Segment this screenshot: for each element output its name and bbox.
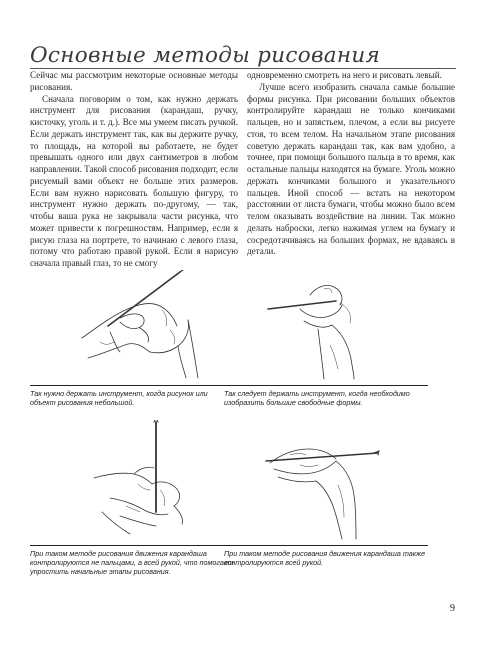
paragraph: Сначала поговорим о том, как нужно держать инструмент для рисования (карандаш, ручку, кисточку, уголь и т. д.). Все мы умеем писать ручкой. Если держать инструмент так, как вы держите ручку, то площадь, на которой вы работаете, не будет превышать одного или двух сантиметров в любом направлении. Такой способ рисования подходит, если рисуемый вами объект не больше этих размеров. Если вам нужно нарисовать большую фигуру, то инструмент нужно держать по-другому, — так, чтобы ваша рука не закрывала части рисунка, что может привести к погрешностям. Например, если я рисую глаза на портрете, то начинаю с левого глаза, потому что работаю правой рукой. Если я нарисую сначала правый глаз, то не смогу: [30, 93, 238, 268]
caption-rule: [30, 385, 234, 386]
hand-overhand-grip-illustration: [250, 425, 380, 540]
paragraph: Сейчас мы рассмотрим некоторые основные методы рисования.: [30, 70, 238, 92]
figure-caption: При таком методе рисования движения карандаша также контролируются всей рукой.: [224, 549, 426, 568]
hand-vertical-grip-illustration: [90, 420, 210, 540]
caption-rule: [30, 545, 234, 546]
caption-rule: [224, 545, 428, 546]
hand-thumb-grip-illustration: [260, 265, 410, 380]
figure-caption: При таком методе рисования движения карандаша контролируются не пальцами, а всей рукой, что помогает упростить начальные этапы рисования.: [30, 549, 234, 577]
paragraph: одновременно смотреть на него и рисовать левый.: [247, 70, 442, 80]
page-number: 9: [450, 603, 455, 614]
figure-caption: Так нужно держать инструмент, когда рисунок или объект рисования небольшой.: [30, 389, 208, 408]
right-text-column: [247, 70, 455, 258]
caption-rule: [224, 385, 428, 386]
figure-caption: Так следует держать инструмент, когда необходимо изобразить большие свободные формы.: [224, 389, 410, 408]
left-text-column: [30, 70, 238, 270]
title-underline: [30, 68, 456, 69]
paragraph: Лучше всего изобразить сначала самые большие формы рисунка. При рисовании больших объектов контролируйте карандаш не только кончиками пальцев, но и запястьем, плечом, а если вы рисуете стоя, то всем телом. На начальном этапе рисования советую держать карандаш так, как вам удобно, а точнее, при помощи большого пальца в то время, как остальные пальцы находятся на бумаге. Уголь можно держать кончиками большого и указательного пальцев. Иной способ — встать на некотором расстоянии от листа бумаги, чтобы можно было всем телом оказывать воздействие на линии. Так можно делать наброски, легко нажимая углем на бумагу и сосредотачиваясь на больших формах, не вдаваясь в детали.: [247, 81, 455, 257]
hand-writing-grip-illustration: [80, 270, 200, 380]
page-title: Основные методы рисования: [30, 43, 381, 68]
